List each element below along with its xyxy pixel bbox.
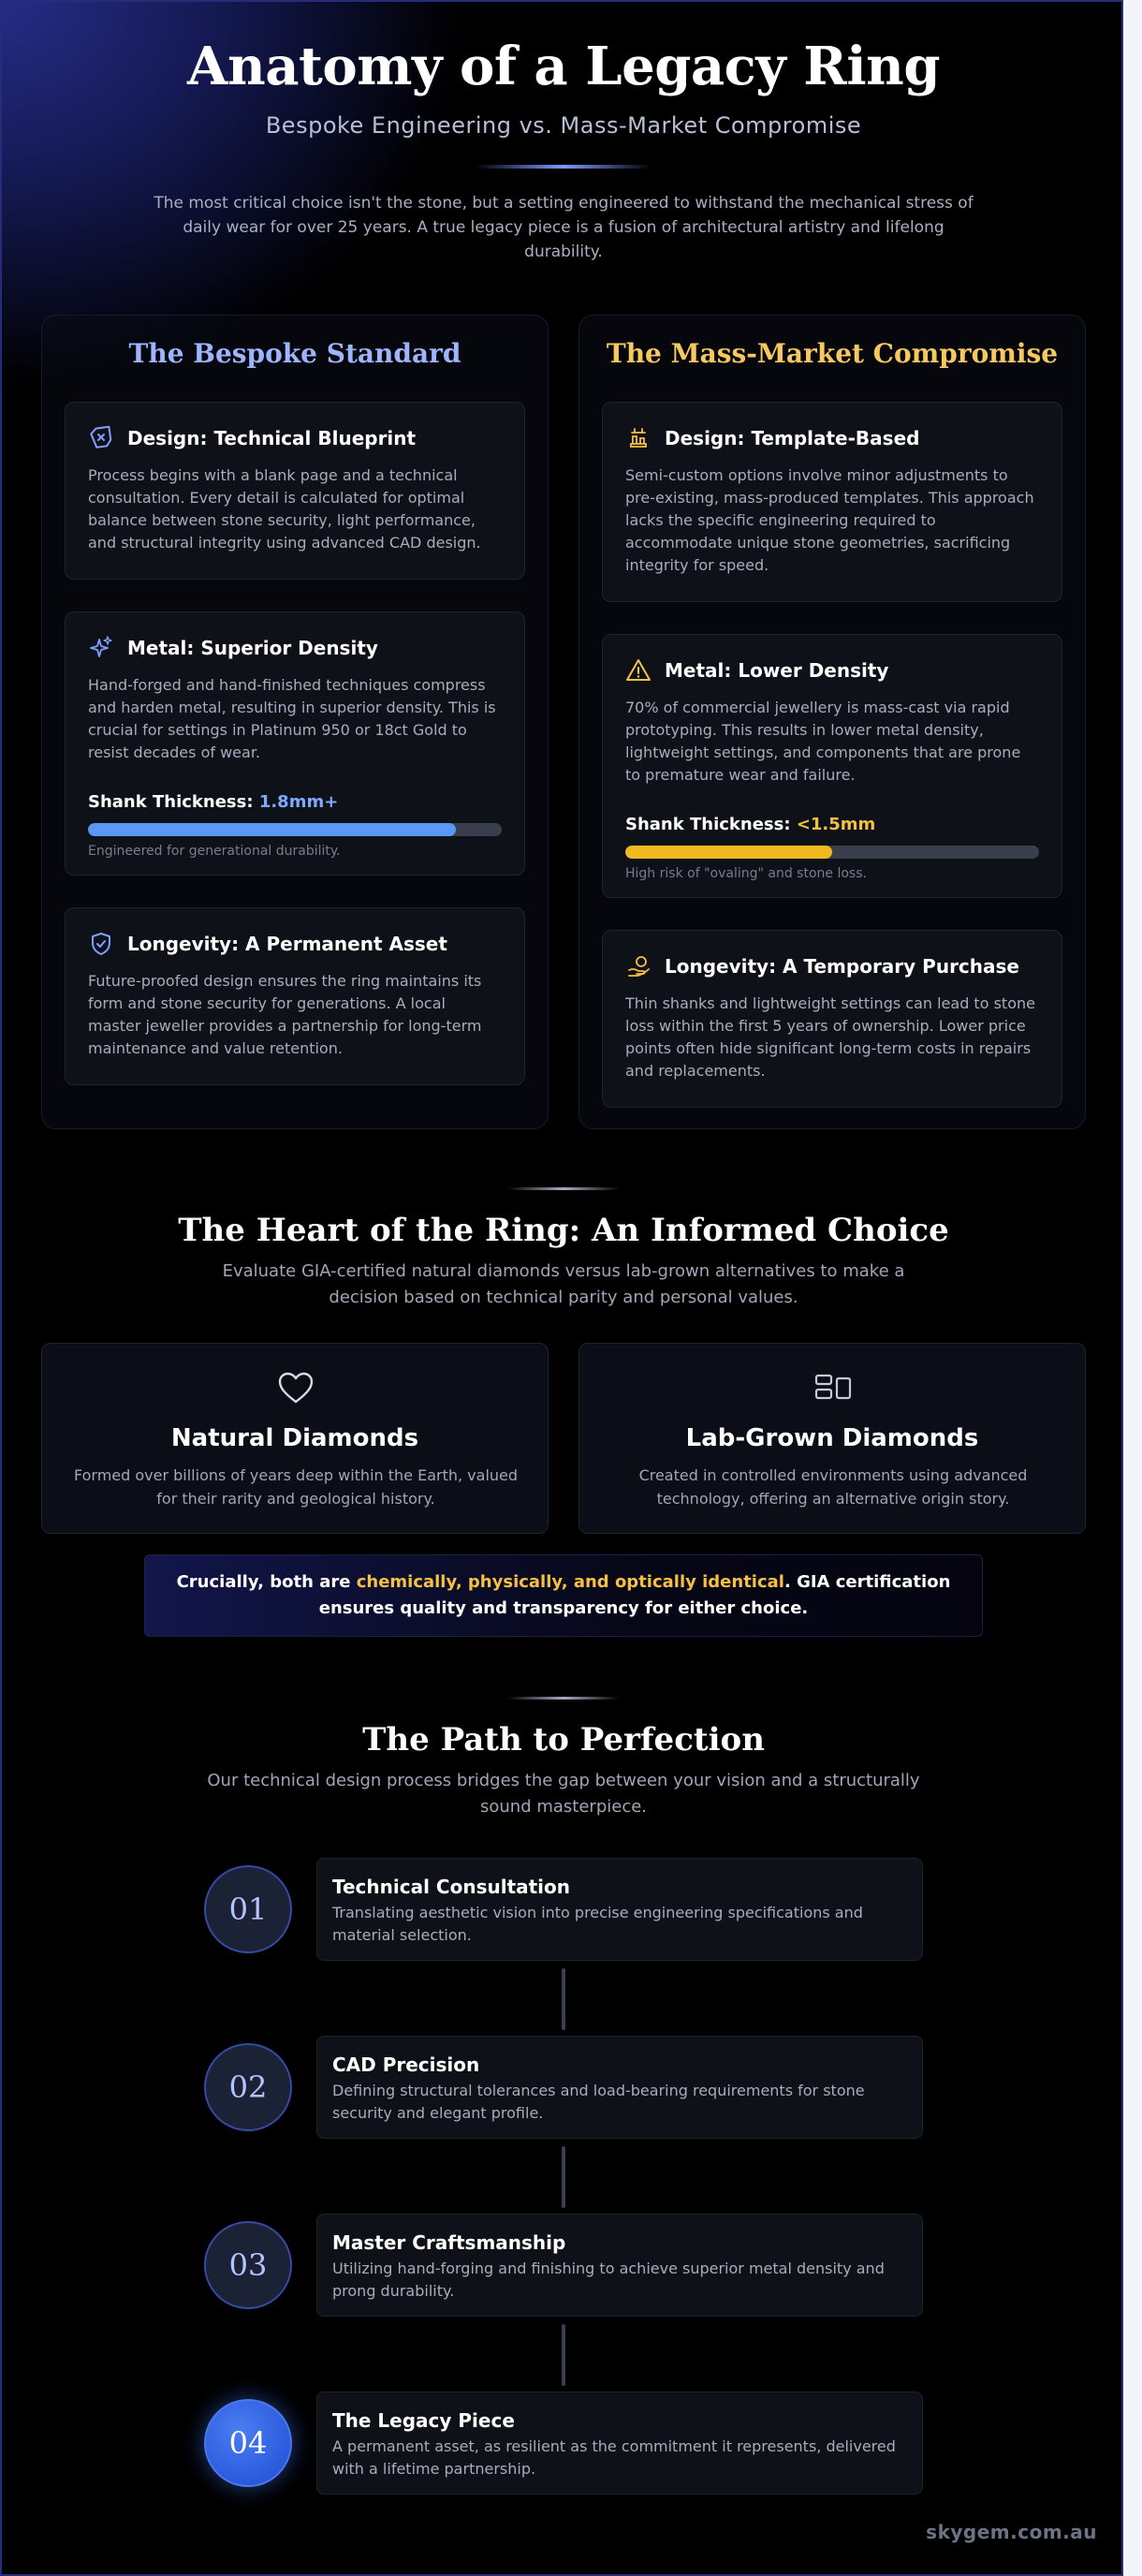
shank-note: Engineered for generational durability. <box>88 844 341 859</box>
card-title: Design: Technical Blueprint <box>127 427 417 449</box>
shank-note: High risk of "ovaling" and stone loss. <box>625 866 867 881</box>
bespoke-design-card <box>65 402 525 580</box>
card-text: 70% of commercial jewellery is mass-cast via rapid prototyping. This results in lower metal density, lightweight settings, and components that are prone to premature wear and failure. <box>625 699 1021 784</box>
step-title: CAD Precision <box>332 2053 480 2076</box>
shank-thickness-bar-fill <box>88 823 456 836</box>
card-title: Metal: Lower Density <box>665 659 889 682</box>
natural-diamonds-card <box>41 1343 549 1534</box>
bespoke-column-title: The Bespoke Standard <box>128 338 461 369</box>
bespoke-column <box>41 315 549 1129</box>
card-text: Thin shanks and lightweight settings can lead to stone loss within the first 5 years of ownership. Lower price points often hide significant long-term costs in repairs and replacements. <box>625 994 1035 1080</box>
shank-thickness-value: 1.8mm+ <box>258 792 339 812</box>
bespoke-longevity-card <box>65 907 525 1085</box>
identical-callout <box>144 1554 983 1637</box>
lab-grown-diamonds-text: Created in controlled environments using advanced technology, offering an alternative origin story. <box>638 1466 1028 1508</box>
mass-market-column-title: The Mass-Market Compromise <box>606 338 1059 369</box>
warning-icon <box>625 657 652 684</box>
shank-label-text: Shank Thickness: <box>625 815 791 834</box>
step-card <box>316 2214 923 2317</box>
bespoke-metal-card <box>65 611 525 876</box>
card-text: Process begins with a blank page and a technical consultation. Every detail is calculated for optimal balance between stone security, light performance, and structural integrity using advanced CAD design. <box>88 466 481 552</box>
lab-grown-diamonds-card <box>578 1343 1086 1534</box>
path-section-subtitle: Our technical design process bridges the gap between your vision and a structurally sound masterpiece. <box>207 1771 920 1817</box>
card-title: Longevity: A Temporary Purchase <box>665 955 1019 978</box>
step-text: Defining structural tolerances and load-bearing requirements for stone security and elegant profile. <box>332 2082 865 2122</box>
section-divider <box>507 1697 620 1700</box>
callout-suffix: . GIA certification ensures quality and transparency for either choice. <box>318 1572 951 1618</box>
mass-design-card <box>602 402 1062 602</box>
lab-grown-diamonds-title: Lab-Grown Diamonds <box>685 1424 979 1452</box>
intro-paragraph: The most critical choice isn't the stone, but a setting engineered to withstand the mechanical stress of daily wear for over 25 years. A true legacy piece is a fusion of architectural artistry and lifelong durability. <box>154 194 974 261</box>
page-subtitle: Bespoke Engineering vs. Mass-Market Compromise <box>265 112 862 139</box>
step-card <box>316 2392 923 2495</box>
diamonds-section-subtitle: Evaluate GIA-certified natural diamonds versus lab-grown alternatives to make a decision based on technical parity and personal values. <box>222 1261 905 1307</box>
shank-thickness-label <box>625 815 1039 834</box>
natural-diamonds-text: Formed over billions of years deep within the Earth, valued for their rarity and geological history. <box>73 1466 519 1508</box>
diamonds-section-title: The Heart of the Ring: An Informed Choice <box>178 1212 949 1249</box>
page-title: Anatomy of a Legacy Ring <box>187 36 940 97</box>
factory-icon <box>625 425 652 451</box>
step-card <box>316 1858 923 1961</box>
natural-diamonds-title: Natural Diamonds <box>170 1424 419 1452</box>
mass-longevity-card <box>602 930 1062 1108</box>
mass-market-column <box>578 315 1086 1129</box>
step-title: The Legacy Piece <box>332 2409 515 2432</box>
step-number-circle-active: 04 <box>204 2399 292 2487</box>
shield-check-icon <box>88 931 114 957</box>
step-connector <box>562 1968 565 2030</box>
sparkles-icon <box>88 635 114 661</box>
step-connector <box>562 2324 565 2386</box>
path-section-title: The Path to Perfection <box>362 1721 765 1759</box>
callout-text <box>173 1569 954 1622</box>
step-title: Master Craftsmanship <box>332 2231 566 2254</box>
card-text: Semi-custom options involve minor adjustments to pre-existing, mass-produced templates. This approach lacks the specific engineering required to accommodate unique stone geometries, sacrificing integrity for speed. <box>625 466 1034 574</box>
card-title: Longevity: A Permanent Asset <box>127 933 447 955</box>
step-title: Technical Consultation <box>332 1876 571 1898</box>
mass-metal-card <box>602 634 1062 898</box>
layout-icon <box>814 1370 852 1407</box>
shank-thickness-value: <1.5mm <box>796 815 876 834</box>
shank-thickness-bar-fill <box>625 846 832 859</box>
step-card <box>316 2036 923 2139</box>
section-divider <box>507 1187 620 1190</box>
step-text: Translating aesthetic vision into precise engineering specifications and material selection. <box>332 1904 863 1944</box>
callout-highlight: chemically, physically, and optically identical <box>356 1572 784 1592</box>
footer-brand[interactable]: skygem.com.au <box>926 2521 1097 2543</box>
hand-coins-icon <box>625 953 652 979</box>
heart-icon <box>277 1370 315 1407</box>
card-text: Hand-forged and hand-finished techniques compress and harden metal, resulting in superior density. This is crucial for settings in Platinum 950 or 18ct Gold to resist decades of wear. <box>88 676 496 761</box>
shank-thickness-bar <box>88 823 502 836</box>
step-number-circle: 02 <box>204 2043 292 2131</box>
shank-label-text: Shank Thickness: <box>88 792 254 812</box>
card-title: Metal: Superior Density <box>127 637 378 659</box>
step-text: A permanent asset, as resilient as the commitment it represents, delivered with a lifetime partnership. <box>332 2437 896 2478</box>
step-connector <box>562 2146 565 2208</box>
card-text: Future-proofed design ensures the ring maintains its form and stone security for generations. A local master jeweller provides a partnership for long-term maintenance and value retention. <box>88 972 482 1057</box>
shank-thickness-bar <box>625 846 1039 859</box>
shank-thickness-label <box>88 792 502 812</box>
step-text: Utilizing hand-forging and finishing to achieve superior metal density and prong durability. <box>332 2260 885 2300</box>
step-number-circle: 01 <box>204 1865 292 1953</box>
tag-icon <box>88 425 114 451</box>
step-number-circle: 03 <box>204 2221 292 2309</box>
header-divider <box>476 165 652 169</box>
callout-prefix: Crucially, both are <box>176 1572 357 1592</box>
card-title: Design: Template-Based <box>665 427 920 449</box>
